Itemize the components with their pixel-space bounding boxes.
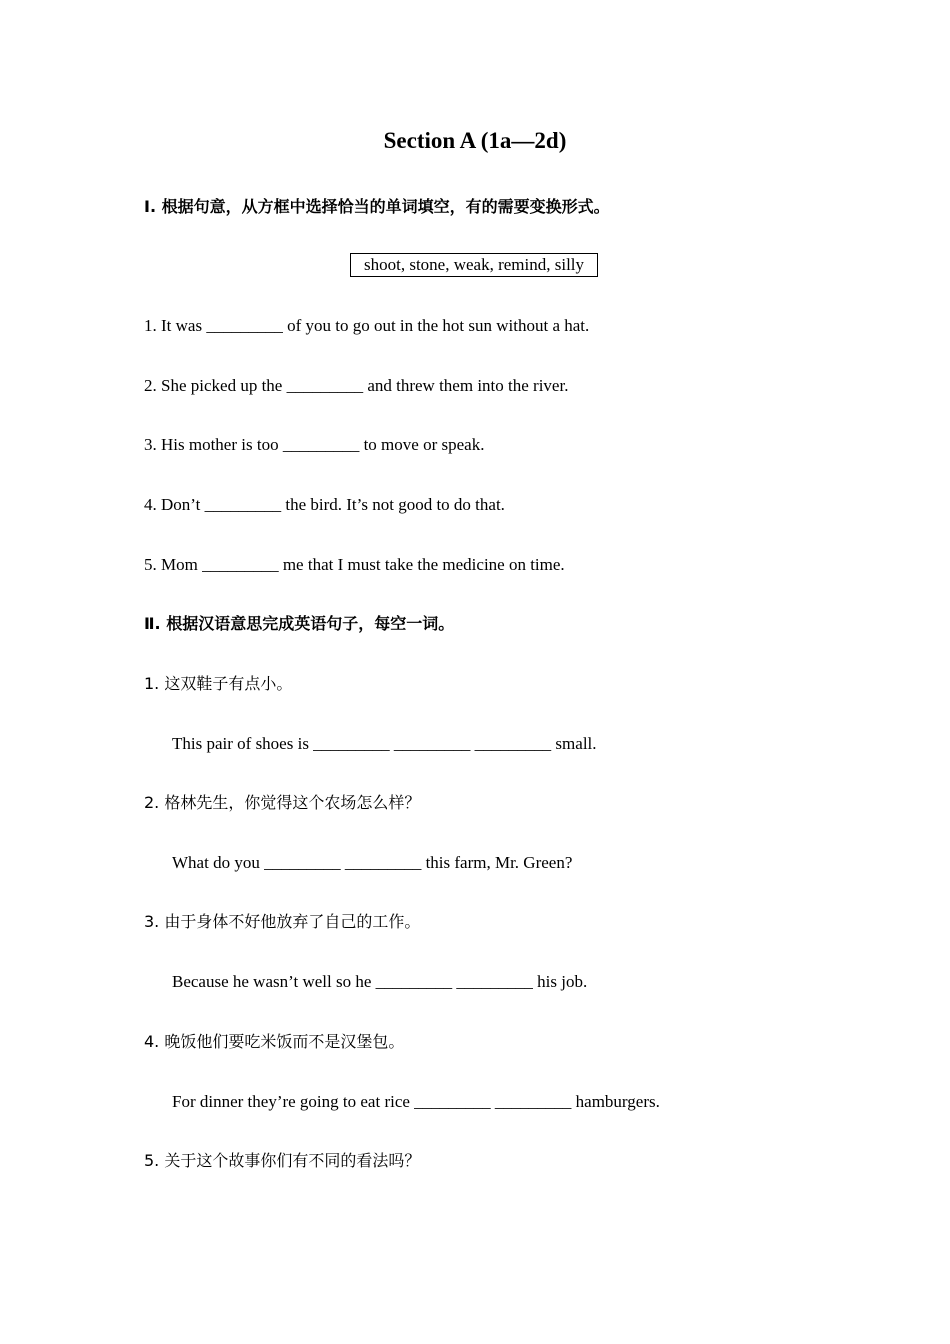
- part1-question-5: 5. Mom _________ me that I must take the medicine on time.: [144, 555, 565, 574]
- part1-question-4: 4. Don’t _________ the bird. It’s not good to do that.: [144, 495, 505, 514]
- word-bank-box: shoot, stone, weak, remind, silly: [350, 253, 598, 277]
- part1-question-2: 2. She picked up the _________ and threw them into the river.: [144, 376, 569, 395]
- part2-question-2-chinese: 2. 格林先生，你觉得这个农场怎么样？: [144, 793, 421, 812]
- part1-heading: Ⅰ. 根据句意，从方框中选择恰当的单词填空，有的需要变换形式。: [144, 197, 610, 216]
- part2-heading: Ⅱ. 根据汉语意思完成英语句子，每空一词。: [144, 614, 455, 633]
- part1-question-3: 3. His mother is too _________ to move or speak.: [144, 435, 485, 454]
- part2-question-2-english: What do you _________ _________ this farm, Mr. Green?: [172, 853, 573, 872]
- part2-question-1-english: This pair of shoes is _________ _________ _________ small.: [172, 734, 597, 753]
- part2-question-5-chinese: 5. 关于这个故事你们有不同的看法吗？: [144, 1151, 421, 1170]
- part2-question-4-english: For dinner they’re going to eat rice _________ _________ hamburgers.: [172, 1092, 660, 1111]
- page-title: Section A (1a—2d): [383, 128, 567, 153]
- part2-question-4-chinese: 4. 晚饭他们要吃米饭而不是汉堡包。: [144, 1032, 405, 1051]
- part1-question-1: 1. It was _________ of you to go out in the hot sun without a hat.: [144, 316, 590, 335]
- part2-question-1-chinese: 1. 这双鞋子有点小。: [144, 674, 293, 693]
- part2-question-3-chinese: 3. 由于身体不好他放弃了自己的工作。: [144, 912, 421, 931]
- part2-question-3-english: Because he wasn’t well so he _________ _________ his job.: [172, 972, 588, 991]
